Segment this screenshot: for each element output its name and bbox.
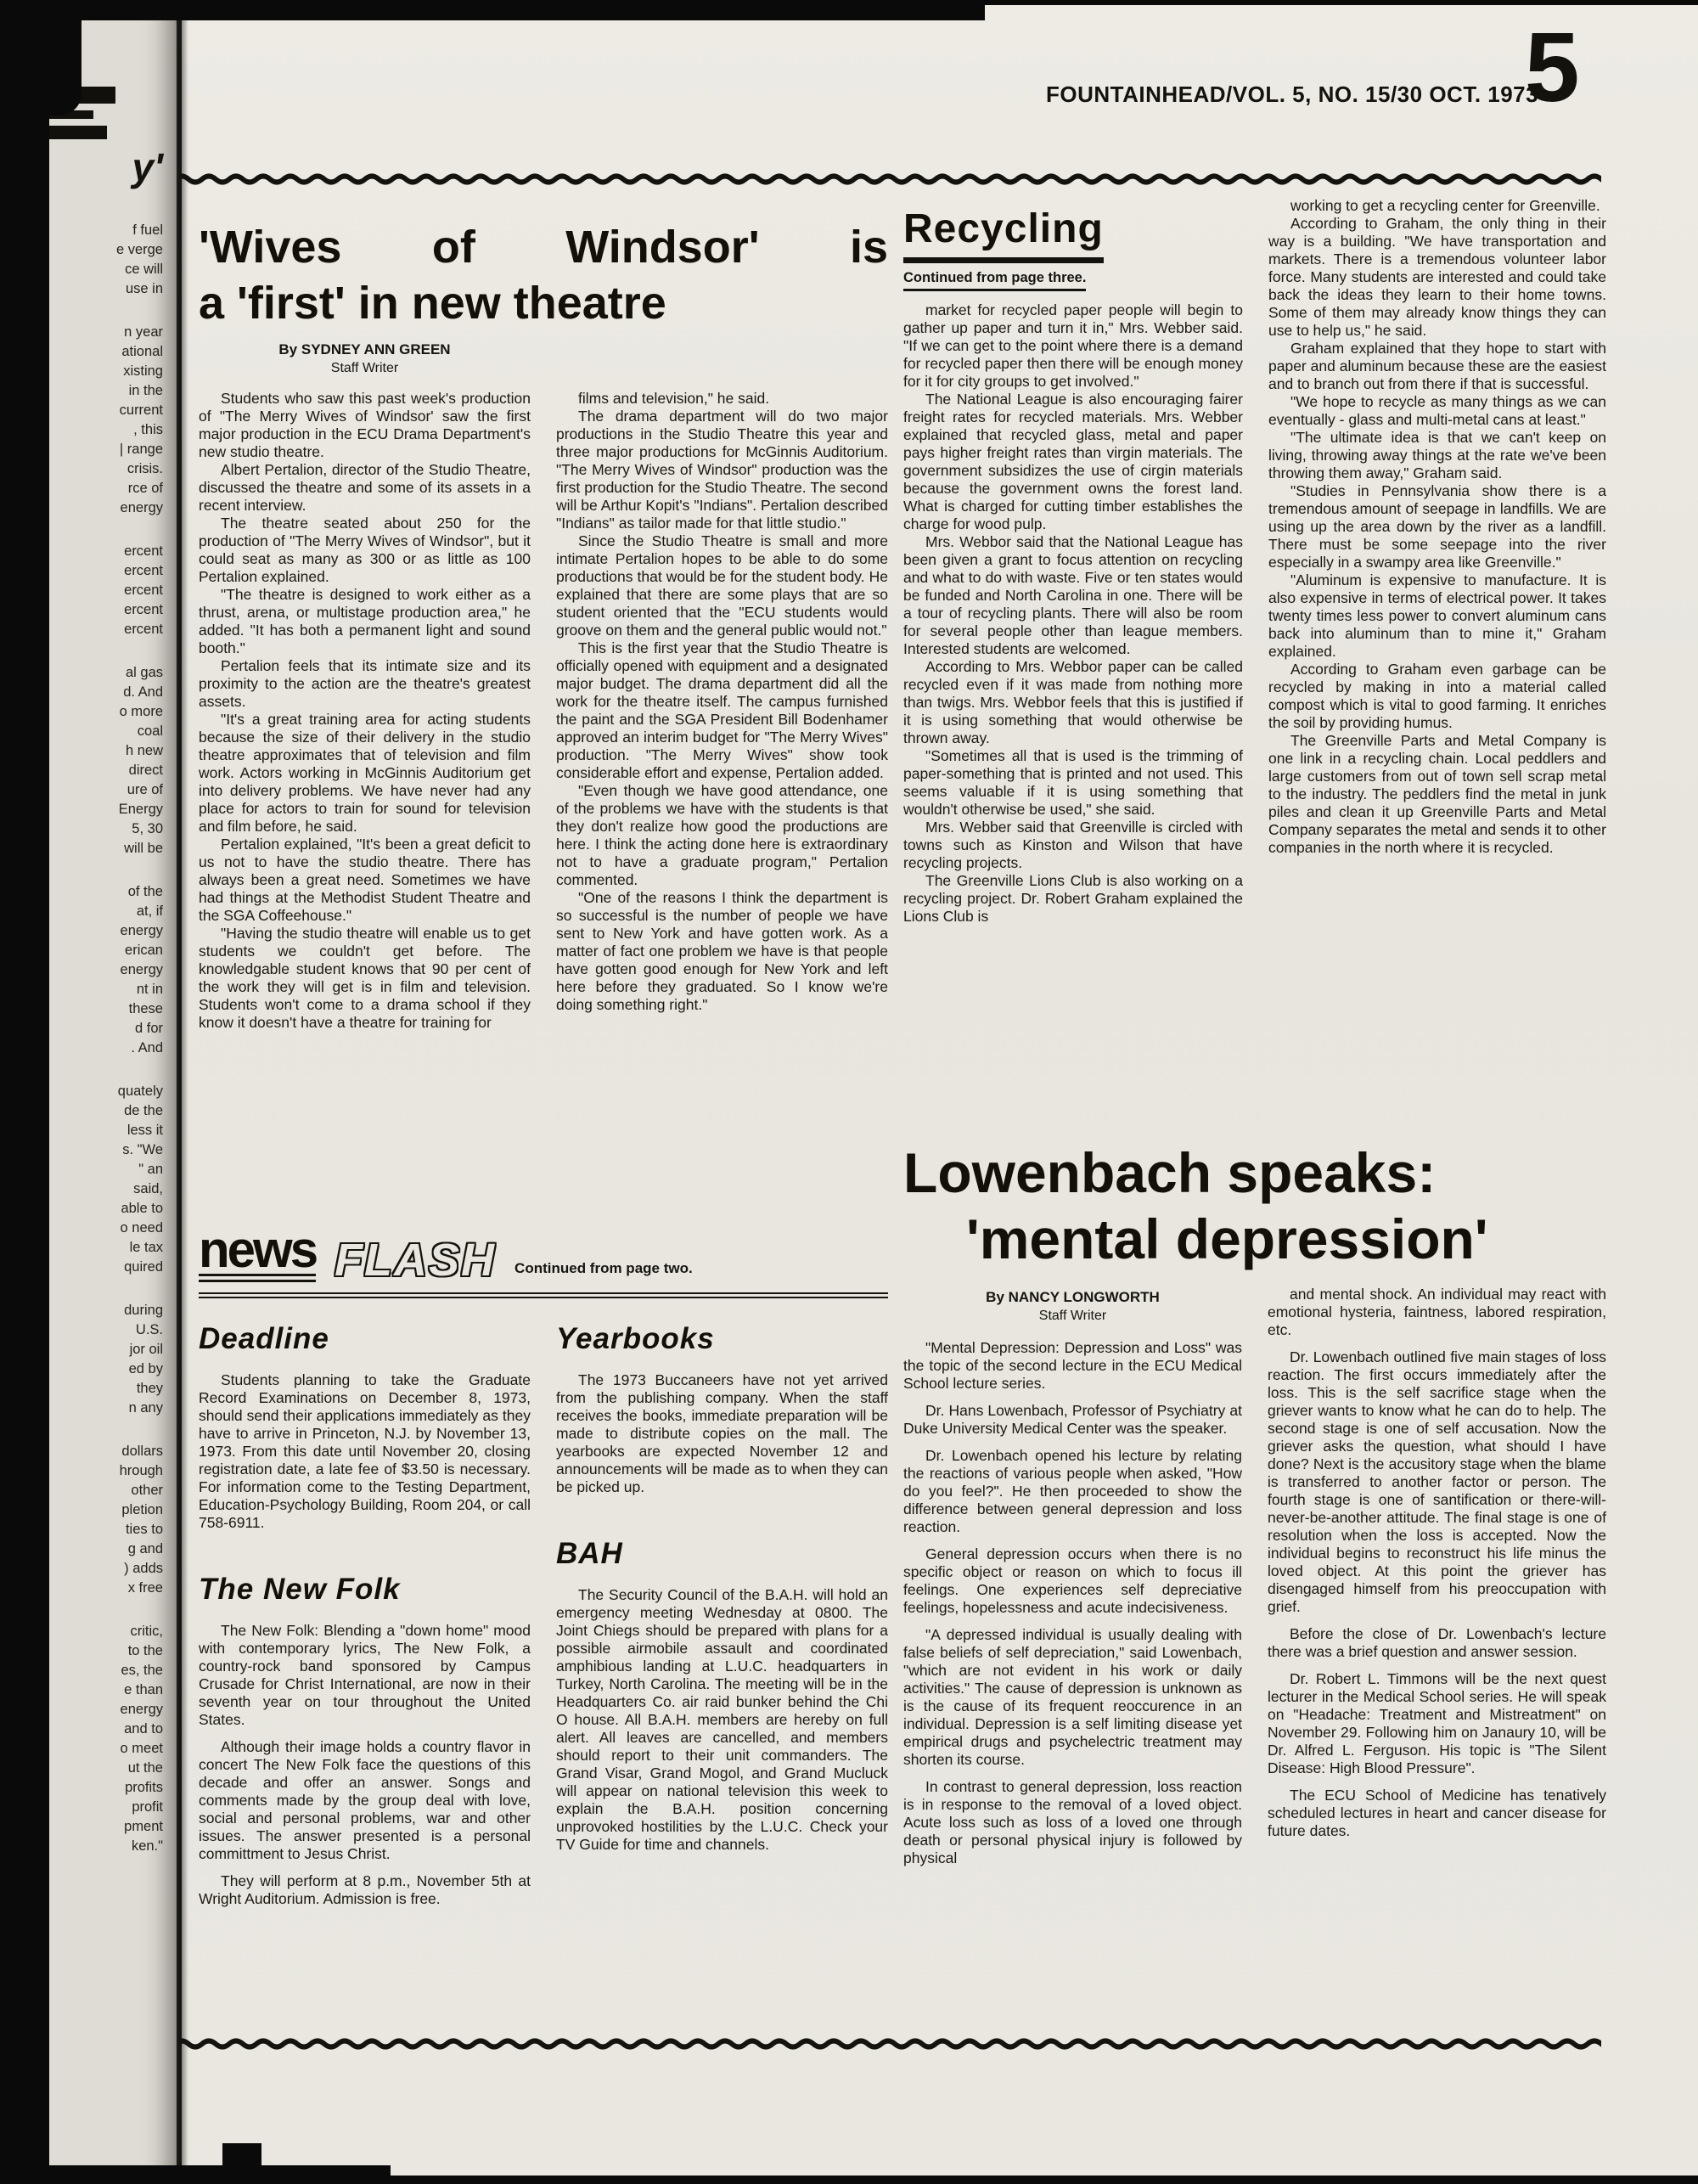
edge-text-line: ce will bbox=[125, 262, 163, 277]
article-recycling-continuation bbox=[1268, 197, 1606, 857]
edge-text-line: rce of bbox=[127, 481, 163, 496]
paragraph: Mrs. Webber said that Greenville is circled with towns such as Kinston and Wilson that have recycling projects. bbox=[903, 819, 1243, 871]
news-flash-section bbox=[199, 1221, 888, 1917]
news-flash-columns bbox=[199, 1319, 888, 1917]
edge-text-line: , this bbox=[133, 422, 163, 437]
paragraph: In contrast to general depression, loss reaction is in response to the removal of a loved object. Acute loss such as loss of a loved one through death or personal physical injury is followed by physical bbox=[903, 1778, 1242, 1866]
edge-text-line: at, if bbox=[136, 903, 163, 919]
edge-text-line: of the bbox=[127, 884, 163, 899]
edge-text-line: jor oil bbox=[129, 1342, 163, 1357]
paragraph: The drama department will do two major productions in the Studio Theatre this year and three major productions for McGinnis Auditorium. "The Merry Wives of Windsor" production was the first production for the Studio Theatre. The second will be Arthur Kopit's "Indians". Pertalion described "Indians" as tailor made for that little studio." bbox=[556, 408, 888, 532]
paragraph: The theatre seated about 250 for the production of "The Merry Wives of Windsor", but it could seat as many as 300 or as little as 100 Pertalion explained. bbox=[199, 515, 531, 585]
paragraph: According to Graham, the only thing in their way is a building. "We have transportation and markets. There is a tremendous volunteer labor force. Many students are interested and could take back the ideas they learn to their home towns. Some of them may already know things they can use to help us," he said. bbox=[1268, 215, 1606, 339]
byline-role: Staff Writer bbox=[330, 361, 399, 375]
article-headline bbox=[903, 1140, 1606, 1272]
paragraph: "It's a great training area for acting students because the size of their delivery in the studio theatre approximates that of television and film work. Actors working in McGinnis Auditorium get into delivery problems. We have never had any place for actors to train for sound for television and film before, he said. bbox=[199, 711, 531, 835]
edge-text-line bbox=[116, 1058, 163, 1082]
edge-text-line: said, bbox=[133, 1181, 163, 1196]
edge-text-line: to the bbox=[127, 1643, 163, 1658]
section-heading-bah: BAH bbox=[556, 1537, 623, 1570]
paragraph: Dr. Hans Lowenbach, Professor of Psychiatry at Duke University Medical Center was the speaker. bbox=[903, 1402, 1242, 1437]
paragraph: and mental shock. An individual may react with emotional hysteria, faintness, labored respiration, etc. bbox=[1268, 1286, 1606, 1338]
edge-text-line: ties to bbox=[125, 1522, 163, 1537]
edge-text-line: quired bbox=[124, 1259, 163, 1275]
edge-text-line: ) adds bbox=[124, 1561, 163, 1576]
byline bbox=[199, 341, 531, 376]
edge-text-line bbox=[116, 299, 163, 323]
edge-text-line: x free bbox=[127, 1580, 163, 1596]
edge-text-line: " an bbox=[138, 1162, 163, 1177]
edge-text-line: able to bbox=[121, 1201, 163, 1216]
paragraph: "Having the studio theatre will enable us to get students we couldn't get before. The knowledgable student knows that 90 per cent of the work they will get is in film and television. Students won't come to a drama school if they know it doesn't have a theatre for training for bbox=[199, 925, 531, 1031]
paragraph: General depression occurs when there is no specific object or reason on which to focus ill feelings. One experiences self depreciative feelings, hopelessness and acute indecisiveness. bbox=[903, 1545, 1242, 1616]
paragraph: Albert Pertalion, director of the Studio Theatre, discussed the theatre and some of its assets in a recent interview. bbox=[199, 461, 531, 514]
edge-text-line: hrough bbox=[119, 1463, 163, 1478]
edge-text-line: | range bbox=[119, 442, 163, 457]
edge-text-line bbox=[116, 1418, 163, 1442]
article-lowenbach-speaks bbox=[903, 1140, 1606, 1877]
paragraph: working to get a recycling center for Greenville. bbox=[1290, 197, 1600, 214]
page-fold-shadow bbox=[175, 5, 188, 2176]
paragraph: "The ultimate idea is that we can't keep on living, throwing away things at the rate we've been throwing them away," Graham said. bbox=[1268, 429, 1606, 481]
continued-from-note: Continued from page three. bbox=[903, 263, 1086, 291]
edge-text-line: and to bbox=[124, 1721, 163, 1737]
article-columns bbox=[199, 390, 888, 1032]
paragraph: "Even though we have good attendance, one of the problems we have with the students is that they don't realize how good the productions are here. I think the acting done here is extraordinary not to have a graduate program," Pertalion commented. bbox=[556, 782, 888, 888]
byline-author: By NANCY LONGWORTH bbox=[986, 1289, 1160, 1305]
headline-line-2: a 'first' in new theatre bbox=[199, 278, 666, 329]
masthead-issue-line: FOUNTAINHEAD/VOL. 5, NO. 15/30 OCT. 1973 bbox=[1046, 82, 1539, 107]
edge-text-line: pment bbox=[124, 1819, 163, 1834]
paragraph: According to Graham even garbage can be recycled by making in into a material called compost which is vital to good farming. It enriches the soil by providing humus. bbox=[1268, 661, 1606, 731]
paragraph: Pertalion feels that its intimate size and its proximity to the action are the theatre's greatest assets. bbox=[199, 657, 531, 710]
paragraph: "Mental Depression: Depression and Loss" was the topic of the second lecture in the ECU Medical School lecture series. bbox=[903, 1339, 1242, 1392]
paragraph: The New Folk: Blending a "down home" mood with contemporary lyrics, The New Folk, a country-rock band sponsored by Campus Crusade for Christ International, are now in their seventh year on tour throughout the United States. bbox=[199, 1622, 531, 1728]
news-flash-column-2 bbox=[556, 1319, 888, 1917]
edge-text-line: quately bbox=[117, 1084, 163, 1099]
paragraph: Since the Studio Theatre is small and more intimate Pertalion hopes to be able to do some productions that would be for the student body. He explained that there are some plays that are so student oriented that the "ECU students would groove on them and the general public would not." bbox=[556, 532, 888, 639]
headline-line-2: 'mental depression' bbox=[966, 1207, 1488, 1270]
adjacent-masthead-bar bbox=[49, 126, 107, 139]
section-heading-yearbooks: Yearbooks bbox=[556, 1322, 715, 1355]
edge-text-line: g and bbox=[127, 1541, 163, 1556]
article-headline: Recycling bbox=[903, 205, 1104, 263]
paragraph: Mrs. Webbor said that the National League has been given a grant to focus attention on recycling and what to do with waste. Five or ten states would be funded and North Carolina in one. There will be a tour of recycling plants. There will also be room for several people other than league members. Interested students are welcomed. bbox=[903, 533, 1243, 657]
edge-text-line: Energy bbox=[118, 802, 163, 817]
article-column-1 bbox=[199, 390, 531, 1032]
news-flash-logo-news: news bbox=[199, 1228, 316, 1282]
scan-black-edge-bottom bbox=[0, 2165, 391, 2184]
edge-text-line: erican bbox=[125, 943, 163, 958]
paragraph: Students planning to take the Graduate Record Examinations on December 8, 1973, should send their applications immediately as they have to arrive in Princeton, N.J. by November 13, 1973. From this date until November 20, closing registration date, a late fee of $3.50 is necessary. For information come to the Testing Department, Education-Psychology Building, Room 204, or call 758-6911. bbox=[199, 1371, 531, 1531]
edge-text-line: other bbox=[131, 1483, 163, 1498]
scan-black-mark bbox=[222, 2143, 261, 2177]
paragraph: The Security Council of the B.A.H. will hold an emergency meeting Wednesday at 0800. The Joint Chiegs should be prepared with plans for a possible airmobile assault and coordinated amphibious landing at L.U.C. headquarters in Turkey, North Carolina. The meeting will be in the Headquarters Co. air raid bunker behind the Chi O house. All B.A.H. members are hereby on full alert. All leaves are cancelled, and members should report to their unit commanders. The Grand Visar, Grand Mogol, and Grand Mucluck will appear on national television this week to explain the B.A.H. position concerning unprovoked hostilities by the L.U.C. Check your TV Guide for time and channels. bbox=[556, 1586, 888, 1853]
paragraph: Dr. Lowenbach opened his lecture by relating the reactions of various people when asked, "How do you feel?". He then proceeded to show the difference between general depression and loss reaction. bbox=[903, 1447, 1242, 1535]
article-column-2 bbox=[1268, 197, 1606, 857]
edge-text-line: o more bbox=[119, 704, 163, 719]
page-number: 5 bbox=[1525, 12, 1580, 122]
paragraph: Graham explained that they hope to start with paper and aluminum because these are the easiest and to branch out from there if that is successful. bbox=[1268, 340, 1606, 392]
edge-text-line: will be bbox=[124, 841, 163, 856]
section-heading-deadline: Deadline bbox=[199, 1322, 329, 1355]
paragraph: Dr. Lowenbach outlined five main stages of loss reaction. The first occurs immediately after the loss. This is the self sacrifice stage when the griever wants to know what he can do to help. The second stage is one of self accusation. Now the griever asks the question, what should I have done? Next is the accusitory stage when the blame is transferred to another factor or person. The fourth stage is one of santification or there-will-never-be-another attitude. The final stage is one of resolution when the loss is accepted. Now the individual begins to reconstruct his life minus the loved object. At this point the griever has disengaged himself from his preoccupation with grief. bbox=[1268, 1348, 1606, 1615]
edge-text-line: dollars bbox=[121, 1444, 163, 1459]
edge-text-line: ational bbox=[121, 344, 163, 359]
edge-text-line: less it bbox=[127, 1123, 163, 1138]
edge-text-line: ut the bbox=[127, 1760, 163, 1776]
edge-text-line: critic, bbox=[130, 1624, 163, 1639]
continued-from-note: Continued from page two. bbox=[514, 1260, 693, 1276]
paragraph: "The theatre is designed to work either as a thrust, arena, or multistage production area," he added. "It has both a permanent light and sound booth." bbox=[199, 586, 531, 656]
edge-text-line: de the bbox=[124, 1103, 163, 1118]
adjacent-page-edge bbox=[49, 5, 182, 2176]
news-flash-logo-flash: FLASH bbox=[335, 1235, 497, 1286]
edge-text-line: direct bbox=[128, 763, 163, 778]
edge-text-line: le tax bbox=[129, 1240, 163, 1255]
edge-text-line: ken." bbox=[131, 1838, 163, 1854]
section-text bbox=[199, 1622, 531, 1908]
headline-line-1: 'Wives of Windsor' is bbox=[199, 222, 888, 273]
paragraph: They will perform at 8 p.m., November 5th at Wright Auditorium. Admission is free. bbox=[199, 1872, 531, 1907]
edge-text-line: profit bbox=[132, 1799, 163, 1815]
wavy-rule-bottom bbox=[182, 2036, 1601, 2052]
edge-text-line: nt in bbox=[136, 982, 163, 997]
edge-text-line: use in bbox=[125, 281, 163, 296]
paragraph: "We hope to recycle as many things as we can eventually - glass and multi-metal cans at least." bbox=[1268, 393, 1606, 428]
edge-text-line: 5, 30 bbox=[132, 821, 163, 836]
news-flash-banner bbox=[199, 1221, 888, 1298]
byline bbox=[903, 1289, 1242, 1324]
edge-text-line bbox=[116, 858, 163, 882]
paragraph: The 1973 Buccaneers have not yet arrived from the publishing company. When the staff receives the books, immediate preparation will be made to distribute copies on the mall. The yearbooks are expected November 12 and announcements will be made as to when they can be picked up. bbox=[556, 1371, 888, 1495]
edge-text-line: n any bbox=[128, 1400, 163, 1416]
column-text bbox=[903, 1339, 1242, 1867]
scan-black-edge-top bbox=[0, 0, 985, 20]
edge-text-line: energy bbox=[120, 500, 163, 515]
edge-text-line: current bbox=[119, 402, 163, 418]
edge-text-line: energy bbox=[120, 923, 163, 938]
edge-text-line: o meet bbox=[120, 1741, 163, 1756]
edge-text-line: f fuel bbox=[132, 222, 163, 238]
article-wives-of-windsor bbox=[199, 219, 888, 1032]
paragraph: Although their image holds a country flavor in concert The New Folk face the questions of this decade and offer an answer. Songs and comments made by the group deal with love, social and personal problems, war and other issues. The answer presented is a personal committment to Jesus Christ. bbox=[199, 1738, 531, 1862]
edge-text-line: . And bbox=[131, 1040, 163, 1055]
paragraph: The ECU School of Medicine has tenatively scheduled lectures in heart and cancer disease for future dates. bbox=[1268, 1787, 1606, 1839]
article-recycling bbox=[903, 205, 1243, 926]
paragraph: "Studies in Pennsylvania show there is a tremendous amount of seepage in landfills. We are using up the area down by the river as a landfill. There must be some seepage into the river especially in a swampy area like Greenville." bbox=[1268, 482, 1606, 571]
edge-text-line: coal bbox=[137, 723, 163, 739]
article-column-2 bbox=[1268, 1286, 1606, 1877]
edge-text-line: s. "We bbox=[122, 1142, 163, 1157]
edge-text-line: o need bbox=[120, 1220, 163, 1236]
paragraph: This is the first year that the Studio Theatre is officially opened with equipment and a designated major budget. The drama department did all the work for the theatre itself. The campus furnished the paint and the SGA President Bill Bodenhamer approved an interim budget for "The Merry Wives" production. "The Merry Wives" show took considerable effort and expense, Pertalion added. bbox=[556, 639, 888, 781]
edge-text-line: pletion bbox=[121, 1502, 163, 1517]
edge-text-line: profits bbox=[125, 1780, 163, 1795]
edge-text-line: these bbox=[128, 1001, 163, 1016]
section-text bbox=[556, 1586, 888, 1854]
edge-text-line: al gas bbox=[125, 665, 163, 680]
edge-text-line: energy bbox=[120, 962, 163, 977]
edge-text-line bbox=[116, 639, 163, 663]
article-columns bbox=[903, 1286, 1606, 1877]
edge-text-line: they bbox=[136, 1381, 163, 1396]
edge-text-line: in the bbox=[128, 383, 163, 398]
edge-text-line: ed by bbox=[128, 1361, 163, 1376]
headline-line-1: Lowenbach speaks: bbox=[903, 1141, 1437, 1204]
paragraph: The Greenville Lions Club is also working on a recycling project. Dr. Robert Graham explained the Lions Club is bbox=[903, 872, 1243, 925]
paragraph: "Sometimes all that is used is the trimming of paper-something that is printed and not used. This seems valuable if it is using something that wouldn't otherwise be used," she said. bbox=[903, 747, 1243, 818]
section-text bbox=[556, 1371, 888, 1496]
wavy-rule-top bbox=[182, 172, 1601, 187]
article-headline bbox=[199, 219, 888, 331]
byline-role: Staff Writer bbox=[1038, 1309, 1107, 1323]
edge-text-line: e verge bbox=[115, 242, 163, 257]
adjacent-text-fragments bbox=[116, 221, 163, 1856]
paragraph: According to Mrs. Webbor paper can be called recycled even if it was made from nothing more than twigs. Mrs. Webbor feels that this is justified if it is using something that would otherwise be thrown away. bbox=[903, 658, 1243, 746]
paragraph: "A depressed individual is usually dealing with false beliefs of self depreciation," said Lowenbach, "which are not evident in his work or daily activities." The cause of depression is unknown as is the cause of its frequent reoccurence in an individual. Depression is a self limiting disease yet empirical drugs and psychelectric treatment may shorten its course. bbox=[903, 1626, 1242, 1768]
edge-text-line: n year bbox=[124, 324, 163, 340]
paragraph: market for recycled paper people will begin to gather up paper and turn it in," Mrs. Webber said. "If we can get to the point where there is a demand for recycled paper then there will be enough money for it for city groups to get involved." bbox=[903, 301, 1243, 390]
section-text bbox=[199, 1371, 531, 1532]
paragraph: Students who saw this past week's production of "The Merry Wives of Windsor' saw the first major production in the ECU Drama Department's new studio theatre. bbox=[199, 390, 531, 460]
edge-text-line: U.S. bbox=[135, 1322, 163, 1337]
paragraph: The National League is also encouraging fairer freight rates for recycled materials. Mrs. Webber explained that recycled glass, metal and paper pays higher freight rates than virgin materials. The government subsidizes the use of cirgin materials because the government owns the forest land. What is charged for cutting timber establishes the charge for wood pulp. bbox=[903, 391, 1243, 532]
edge-text-line: es, the bbox=[121, 1663, 163, 1678]
scan-black-corner bbox=[0, 0, 82, 115]
news-flash-column-1 bbox=[199, 1319, 531, 1917]
edge-text-line: ercent bbox=[124, 563, 163, 578]
paragraph: "Aluminum is expensive to manufacture. It is also expensive in terms of electrical power. It takes twenty times less power to convert aluminum cans back into aluminum than to mine it," Graham explained. bbox=[1268, 571, 1606, 660]
paragraph: "One of the reasons I think the department is so successful is the number of people we have sent to New York and have gotten work. As a matter of fact one problem we have is that people have gotten good enough for New York and left here before they graduated. So I know we're doing something right." bbox=[556, 889, 888, 1013]
paragraph: Before the close of Dr. Lowenbach's lecture there was a brief question and answer session. bbox=[1268, 1625, 1606, 1660]
adjacent-headline-fragment: y' bbox=[132, 145, 163, 189]
edge-text-line: energy bbox=[120, 1702, 163, 1717]
edge-text-line: e than bbox=[124, 1682, 163, 1697]
edge-text-line: ure of bbox=[127, 782, 163, 797]
edge-text-line: during bbox=[124, 1303, 163, 1318]
edge-text-line: ercent bbox=[124, 543, 163, 559]
article-column-2 bbox=[556, 390, 888, 1032]
edge-text-line bbox=[116, 1598, 163, 1622]
edge-text-line: h new bbox=[125, 743, 163, 758]
byline-author: By SYDNEY ANN GREEN bbox=[278, 341, 451, 357]
edge-text-line: ercent bbox=[124, 583, 163, 598]
edge-text-line: crisis. bbox=[127, 461, 163, 476]
paragraph: Pertalion explained, "It's been a great deficit to us not to have the studio theatre. There has always been a great need. Sometimes we have had things at the Methodist Student Theatre and the SGA Coffeehouse." bbox=[199, 836, 531, 924]
edge-text-line: xisting bbox=[123, 363, 163, 379]
edge-text-line bbox=[116, 1277, 163, 1301]
article-column-1 bbox=[903, 301, 1243, 926]
edge-text-line: d. And bbox=[123, 684, 163, 700]
edge-text-line: d for bbox=[134, 1021, 163, 1036]
section-heading-new-folk: The New Folk bbox=[199, 1573, 401, 1606]
edge-text-line: ercent bbox=[124, 622, 163, 637]
paragraph: films and television," he said. bbox=[578, 390, 770, 407]
paragraph: The Greenville Parts and Metal Company is one link in a recycling chain. Local peddlers and large customers from out of town sell scrap metal to the industry. The peddlers find the metal in junk piles and clean it up Greenville Parts and Metal Company separates the metal and sends it to other companies in the north where it is recycled. bbox=[1268, 732, 1606, 856]
edge-text-line: ercent bbox=[124, 602, 163, 617]
edge-text-line bbox=[116, 518, 163, 542]
article-column-1 bbox=[903, 1286, 1242, 1877]
paragraph: Dr. Robert L. Timmons will be the next quest lecturer in the Medical School series. He will speak on "Headache: Treatment and Mistreatment" on November 29. Following him on Janaury 10, will be Dr. Alfred L. Ferguson. His topic is "The Silent Disease: High Blood Pressure". bbox=[1268, 1670, 1606, 1776]
